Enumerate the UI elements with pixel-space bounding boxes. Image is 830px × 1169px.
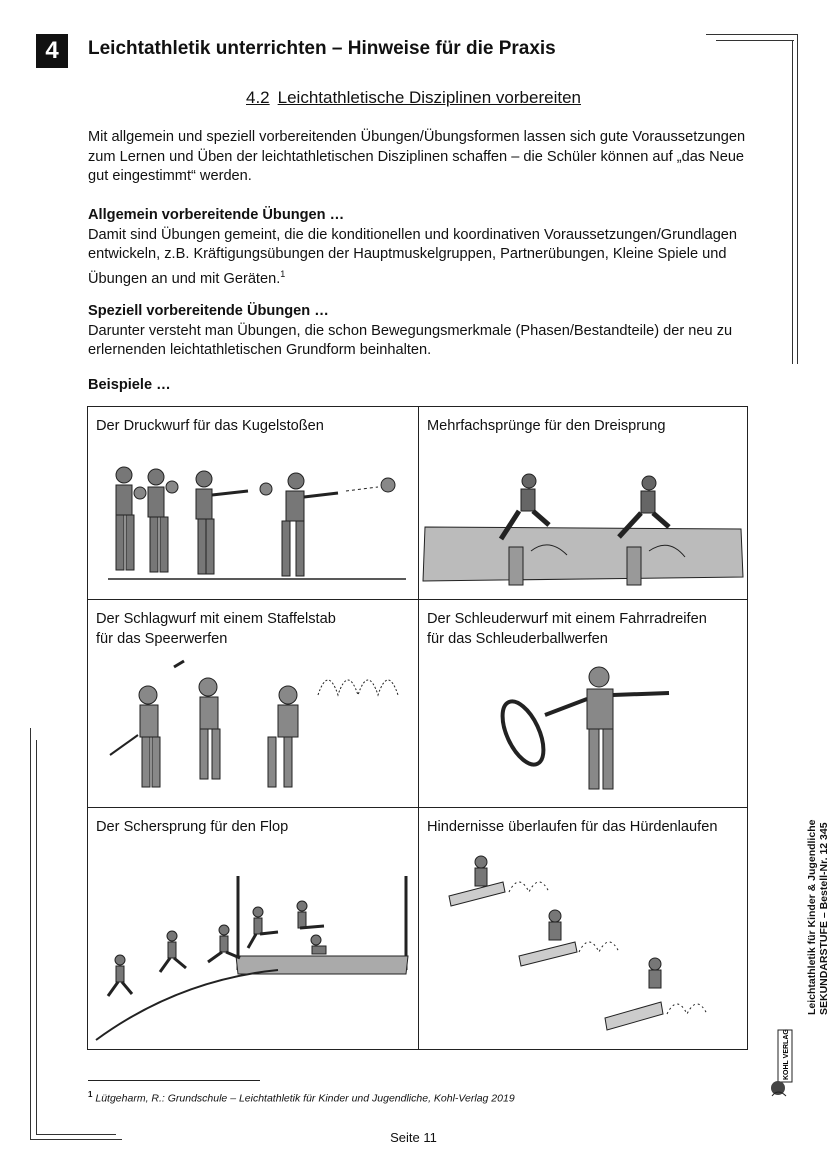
frame-line-right <box>797 34 798 364</box>
hurdles-illustration <box>419 846 749 1046</box>
section-title: Leichtathletische Disziplinen vorbereiten <box>277 88 581 107</box>
general-exercises-heading: Allgemein vorbereitende Übungen … <box>88 207 345 223</box>
frame-line-top-right <box>706 34 798 35</box>
example-cell-shot-put <box>88 407 418 599</box>
example-cell-triple-jump <box>419 407 749 599</box>
example-label-high-jump: Der Schersprung für den Flop <box>96 819 289 835</box>
page-number: Seite 11 <box>390 1130 437 1145</box>
special-exercises-text: Darunter versteht man Übungen, die schon Bewegungsmerkmale (Phasen/Bestandteile) der neu zu erlernenden leichtathletischen Grundform beinhalten. <box>88 322 733 358</box>
example-label-shot-put: Der Druckwurf für das Kugelstoßen <box>96 418 324 434</box>
publisher-logo <box>768 1030 798 1105</box>
high-jump-illustration <box>88 870 418 1050</box>
footnote-text: Lütgeharm, R.: Grundschule – Leichtathletik für Kinder und Jugendliche, Kohl-Verlag 2019 <box>95 1092 515 1105</box>
side-publication-info <box>806 820 830 1015</box>
examples-grid <box>87 406 748 1050</box>
special-exercises-block <box>88 302 758 361</box>
javelin-illustration <box>88 655 418 805</box>
examples-label: Beispiele … <box>88 377 171 393</box>
publisher-logo-icon <box>768 1030 798 1100</box>
footnote-reference: 1 <box>280 268 286 279</box>
section-number: 4.2 <box>246 88 270 107</box>
example-cell-high-jump <box>88 808 418 1051</box>
example-cell-hurdles <box>419 808 749 1051</box>
example-label-sling-ball: Der Schleuderwurf mit einem Fahrradreifen für das Schleuderballwerfen <box>427 611 707 647</box>
general-exercises-block <box>88 206 758 289</box>
publisher-logo-text: KOHL VERLAG <box>783 1029 790 1080</box>
example-label-triple-jump: Mehrfachsprünge für den Dreisprung <box>427 418 666 434</box>
sling-ball-illustration <box>419 655 749 805</box>
shot-put-illustration <box>88 447 418 597</box>
frame-line-top-right-inner <box>716 40 794 41</box>
footnote-number: 1 <box>88 1090 93 1099</box>
chapter-title: Leichtathletik unterrichten – Hinweise für die Praxis <box>88 38 556 59</box>
special-exercises-heading: Speziell vorbereitende Übungen … <box>88 303 329 319</box>
example-label-hurdles: Hindernisse überlaufen für das Hürdenlaufen <box>427 819 718 835</box>
side-text-line-2: SEKUNDARSTUFE – Bestell-Nr. 12 345 <box>818 822 830 1015</box>
side-text-line-1: Leichtathletik für Kinder & Jugendliche <box>806 819 818 1015</box>
footnote <box>88 1090 515 1105</box>
chapter-number-badge: 4 <box>36 34 68 68</box>
example-cell-javelin <box>88 600 418 807</box>
example-cell-sling-ball <box>419 600 749 807</box>
general-exercises-body: Damit sind Übungen gemeint, die die konditionellen und koordinativen Voraussetzungen/Grundlagen entwickeln, z.B. Kräftigungsübungen der Hauptmuskelgruppen, Partnerübungen, Kleine Spiele und Übungen an und mit Geräten. <box>88 226 738 287</box>
general-exercises-text <box>88 226 758 289</box>
footnote-rule <box>88 1080 260 1081</box>
triple-jump-illustration <box>419 447 749 597</box>
intro-text: Mit allgemein und speziell vorbereitenden Übungen/Übungsformen lassen sich gute Voraussetzungen zum Lernen und Üben der leichtathletischen Disziplinen schaffen – die Schüler können auf „das Neue gut eingestimmt“ werden. <box>88 129 746 184</box>
section-heading <box>0 88 827 108</box>
intro-paragraph <box>88 128 758 187</box>
frame-line-left <box>30 728 31 1140</box>
example-label-javelin: Der Schlagwurf mit einem Staffelstab für das Speerwerfen <box>96 611 336 647</box>
frame-line-left-inner <box>36 740 37 1135</box>
